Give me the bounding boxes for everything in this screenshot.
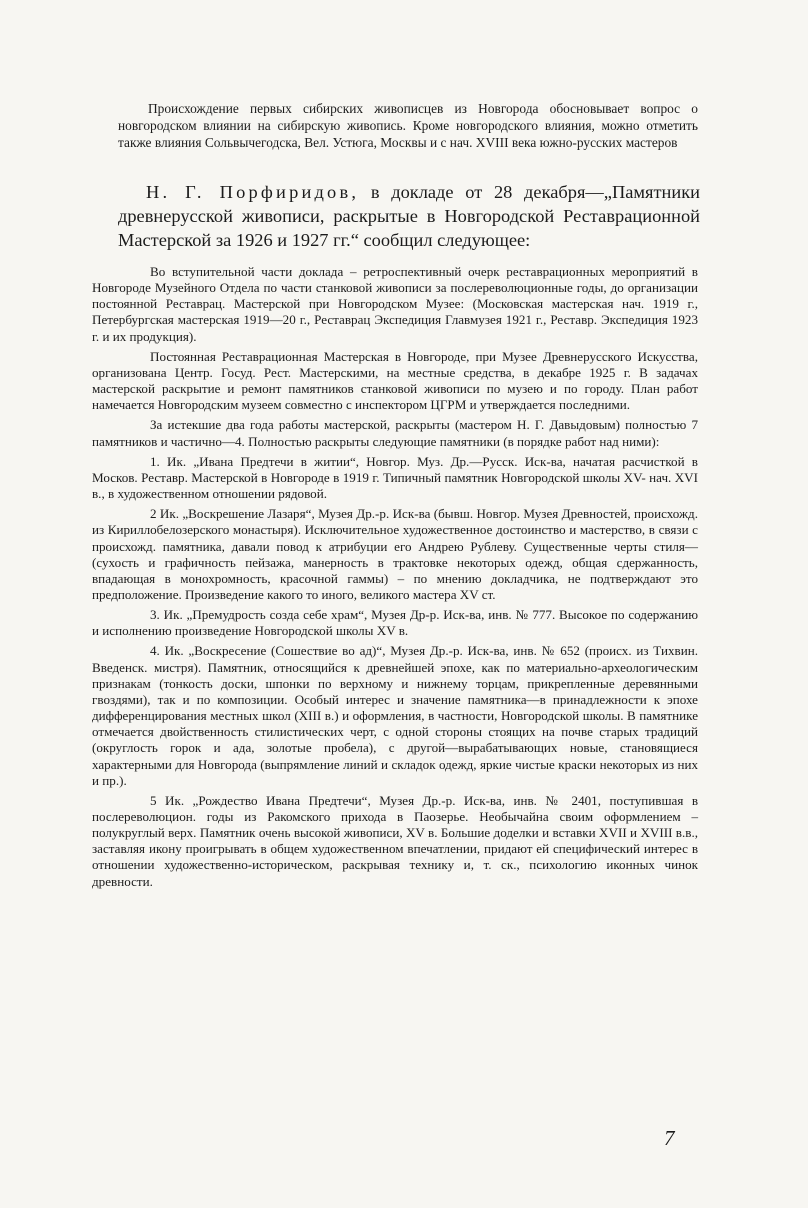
lead-paragraph [118, 180, 700, 252]
paragraph-icon-3: 3. Ик. „Премудрость созда себе храм“, Музея Др-р. Иск-ва, инв. № 777. Высокое по содержанию и исполнению произведение Новгородской школы XV в. [92, 607, 698, 639]
paragraph-icon-5: 5 Ик. „Рождество Ивана Предтечи“, Музея Др.-р. Иск-ва, инв. № 2401, поступившая в послереволюцион. годы из Ракомского прихода в Паозерье. Необычайна своим оформлением – полукруглый верх. Памятник очень высокой живописи, XV в. Большие доделки и вставки XVII и XVIII в.в., заставляя икону проигрывать в общем художественном впечатлении, придают ей специфический интерес в отношении художественно-историческом, раскрывая технику и, т. ск., психологию иконных чинок древности. [92, 792, 698, 889]
paragraph-icon-1: 1. Ик. „Ивана Предтечи в житии“, Новгор. Муз. Др.—Русск. Иск-ва, начатая расчисткой в Москов. Реставр. Мастерской в Новгороде в 1919 г. Типичный памятник Новгородской школы XV- нач. XVI в., в художественном отношении рядовой. [92, 453, 698, 502]
report-body [92, 264, 698, 894]
intro-paragraph: Происхождение первых сибирских живописцев из Новгорода обосновывает вопрос о новгородском влиянии на сибирскую живопись. Кроме новгородского влияния, можно отметить также влияния Сольвычегодска, Вел. Устюга, Москвы и с нач. XVIII века южно-русских мастеров [118, 101, 698, 150]
lead-text: в докладе от 28 декабря—„Памятники древнерусской живописи, раскрытые в Новгородской Реставрационной Мастерской за 1926 и 1927 гг.“ сообщил следующее: [118, 182, 700, 250]
page-number: 7 [664, 1126, 675, 1150]
author-name: Н. Г. Порфиридов, [146, 182, 360, 202]
paragraph-workshop: Постоянная Реставрационная Мастерская в Новгороде, при Музее Древнерусского Искусства, организована Центр. Госуд. Рест. Мастерскими, на местные средства, в декабре 1925 г. В задачах мастерской раскрытие и ремонт памятников станковой живописи по музею и по городу. План работ намечается Новгородским музеем совместно с инспектором ЦГРМ и утверждается последними. [92, 348, 698, 413]
paragraph-introduction: Во вступительной части доклада – ретроспективный очерк реставрационных мероприятий в Новгороде Музейного Отдела по части станковой живописи за послереволюционные годы, до организации постоянной Реставрац. Мастерской при Новгородском Музее: (Московская мастерская нач. 1919 г., Петербургская мастерская 1919—20 г., Реставрац Экспедиция Главмузея 1921 г., Реставр. Экспедиция 1923 г. и их продукция). [92, 264, 698, 344]
paragraph-results: За истекшие два года работы мастерской, раскрыты (мастером Н. Г. Давыдовым) полностью 7 памятников и частично—4. Полностью раскрыты следующие памятники (в порядке работ над ними): [92, 417, 698, 449]
paragraph-icon-4: 4. Ик. „Воскресение (Сошествие во ад)“, Музея Др.-р. Иск-ва, инв. № 652 (происх. из Тихвин. Введенск. мистря). Памятник, относящийся к древнейшей эпохе, как по материально-археологическим признакам (тонкость доски, шпонки по верхному и нижнему торцам, прикрепленные деревянными гвоздями), так и по композиции. Особый интерес и значение памятника—в принадлежности к эпохе дифференцирования местных школ (XIII в.) и оформления, в частности, Новгородской школы. В памятнике отмечается двойственность стилистических черт, с одной стороны стоящих на почве старых традиций (округлость горок и ада, золотые пробела), с другой—вырабатывающих новые, становящиеся характерными для Новгорода (выпрямление линий и складок одежд, яркие чистые краски некоторых из них и пр.). [92, 643, 698, 788]
paragraph-icon-2: 2 Ик. „Воскрешение Лазаря“, Музея Др.-р. Иск-ва (бывш. Новгор. Музея Древностей, происхожд. из Кириллобелозерского монастыря). Исключительное художественное достоинство и мастерство, в связи с происхожд. памятника, давали повод к атрибуции его Андрею Рублеву. Существенные черты стиля—(сухость и графичность пейзажа, манерность в трактовке некоторых одежд, общая сдержанность, впадающая в монохромность, красочной гаммы) – по мнению докладчика, не подтверждают это предположение. Произведение какого то иного, великого мастера XV ст. [92, 506, 698, 602]
